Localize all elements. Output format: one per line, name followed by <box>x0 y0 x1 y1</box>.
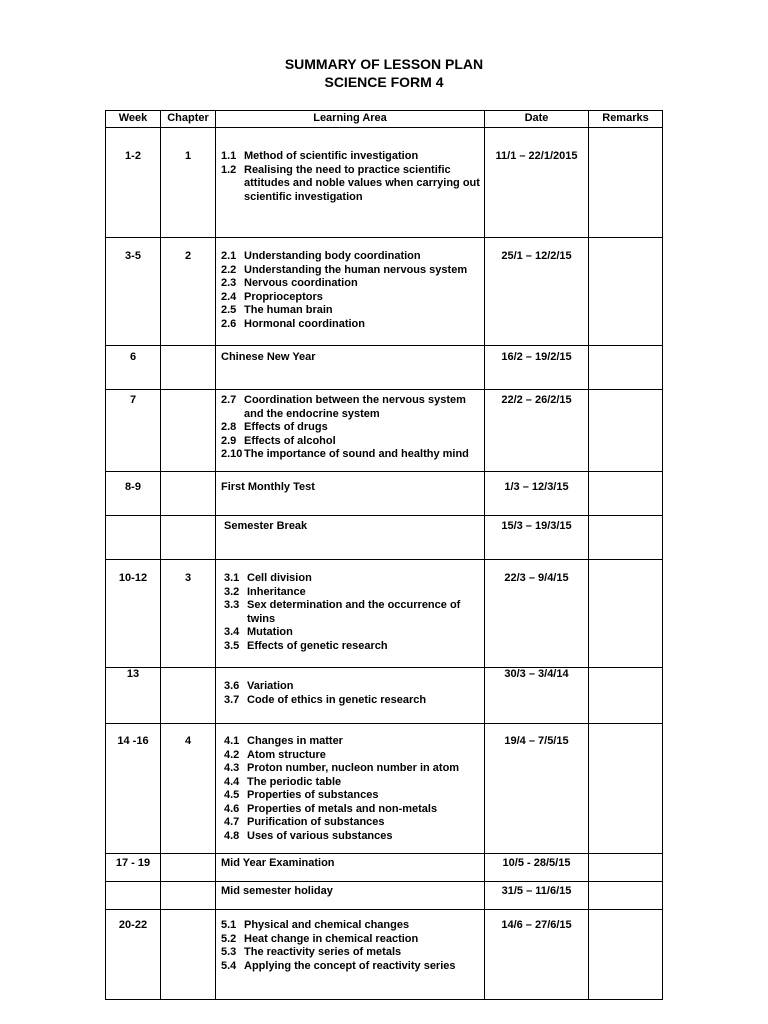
item-number: 5.2 <box>221 932 237 945</box>
item-text: Hormonal coordination <box>244 317 365 330</box>
learning-area-item <box>224 789 480 803</box>
item-number: 3.5 <box>224 639 240 652</box>
item-text: Realising the need to practice scientific attitudes and noble values when carrying out scientific investigation <box>244 163 480 203</box>
learning-area-item <box>224 830 480 844</box>
learning-area-text: Mid semester holiday <box>221 885 333 897</box>
learning-area-text: Mid Year Examination <box>221 857 335 869</box>
date-value: 1/3 – 12/3/15 <box>504 481 569 493</box>
remarks-cell <box>589 472 663 516</box>
item-number: 2.7 <box>221 394 237 406</box>
date-value: 25/1 – 12/2/15 <box>501 250 572 262</box>
item-text: Purification of substances <box>247 816 385 828</box>
table-row <box>106 724 663 854</box>
table-body <box>106 128 663 1000</box>
item-text: Uses of various substances <box>247 829 393 842</box>
date-cell <box>485 238 589 346</box>
learning-area-cell <box>216 724 485 854</box>
date-value: 15/3 – 19/3/15 <box>501 520 572 532</box>
learning-area-item <box>221 150 480 164</box>
item-text: Effects of alcohol <box>244 434 336 447</box>
learning-area-cell <box>216 560 485 668</box>
item-number: 2.9 <box>221 434 237 447</box>
item-text: Heat change in chemical reaction <box>244 932 419 945</box>
item-text: Cell division <box>247 572 312 584</box>
header-remarks: Remarks <box>589 111 663 128</box>
table-row <box>106 560 663 668</box>
table-row <box>106 472 663 516</box>
item-text: Effects of genetic research <box>247 639 388 652</box>
header-learning-area: Learning Area <box>216 111 485 128</box>
item-number: 4.8 <box>224 829 240 842</box>
learning-area-item <box>224 816 480 830</box>
learning-area-item <box>221 435 480 449</box>
date-value: 31/5 – 11/6/15 <box>501 885 572 897</box>
learning-area-item <box>221 264 480 278</box>
date-cell <box>485 346 589 390</box>
chapter-value: 3 <box>184 572 192 584</box>
week-cell <box>106 128 161 238</box>
remarks-cell <box>589 516 663 560</box>
table-row <box>106 346 663 390</box>
learning-area-item <box>221 250 480 264</box>
learning-area-cell <box>216 390 485 472</box>
date-cell <box>485 560 589 668</box>
week-value: 7 <box>129 394 137 406</box>
date-value: 22/2 – 26/2/15 <box>501 394 572 406</box>
week-cell <box>106 910 161 1000</box>
learning-area-item <box>224 803 480 817</box>
item-number: 2.10 <box>221 448 243 460</box>
learning-area-item <box>221 394 480 421</box>
chapter-cell <box>161 128 216 238</box>
item-number: 4.5 <box>224 789 240 801</box>
learning-area-item <box>221 448 480 462</box>
item-number: 2.2 <box>221 263 237 276</box>
lesson-plan-table <box>105 110 663 1000</box>
date-value: 14/6 – 27/6/15 <box>501 919 572 931</box>
learning-area-cell <box>216 668 485 724</box>
table-row <box>106 238 663 346</box>
item-number: 3.3 <box>224 599 240 611</box>
table-row <box>106 516 663 560</box>
item-number: 3.1 <box>224 572 240 584</box>
learning-area-item <box>221 960 480 974</box>
learning-area-item <box>221 277 480 291</box>
item-text: Applying the concept of reactivity series <box>244 959 456 972</box>
chapter-value: 4 <box>184 735 192 747</box>
item-text: The reactivity series of metals <box>244 946 402 958</box>
learning-area-item <box>221 919 480 933</box>
item-text: Code of ethics in genetic research <box>247 693 427 706</box>
learning-area-item <box>224 640 480 654</box>
learning-area-cell <box>216 854 485 882</box>
week-cell <box>106 882 161 910</box>
date-cell <box>485 882 589 910</box>
item-number: 1.2 <box>221 163 237 176</box>
chapter-cell <box>161 724 216 854</box>
week-cell <box>106 346 161 390</box>
item-text: The human brain <box>244 304 333 316</box>
learning-area-item <box>221 164 480 205</box>
table-row <box>106 668 663 724</box>
date-value: 10/5 - 28/5/15 <box>502 857 571 869</box>
week-value: 13 <box>126 668 140 680</box>
week-value: 3-5 <box>125 250 141 262</box>
item-text: Understanding the human nervous system <box>244 263 468 276</box>
item-number: 3.6 <box>224 680 240 692</box>
item-number: 4.4 <box>224 775 240 788</box>
item-number: 4.2 <box>224 748 240 761</box>
learning-area-item <box>224 694 480 708</box>
week-cell <box>106 854 161 882</box>
item-text: Proprioceptors <box>244 290 323 303</box>
remarks-cell <box>589 668 663 724</box>
learning-area-item <box>221 946 480 960</box>
item-text: Mutation <box>247 626 293 638</box>
learning-area-cell <box>216 882 485 910</box>
week-cell <box>106 560 161 668</box>
item-text: Properties of metals and non-metals <box>247 802 438 815</box>
item-text: Properties of substances <box>247 789 379 801</box>
item-number: 2.6 <box>221 317 237 330</box>
item-text: Method of scientific investigation <box>244 150 419 162</box>
chapter-cell <box>161 472 216 516</box>
item-text: Variation <box>247 680 294 692</box>
week-value: 20-22 <box>118 919 148 931</box>
learning-area-item <box>224 749 480 763</box>
date-cell <box>485 516 589 560</box>
table-header-row <box>106 111 663 128</box>
date-cell <box>485 390 589 472</box>
item-text: Inheritance <box>247 585 306 598</box>
date-value: 19/4 – 7/5/15 <box>504 735 569 747</box>
learning-area-item <box>221 318 480 332</box>
table-row <box>106 882 663 910</box>
chapter-value: 1 <box>184 150 192 162</box>
item-number: 5.4 <box>221 959 237 972</box>
item-text: Coordination between the nervous system and the endocrine system <box>244 394 466 420</box>
date-value: 11/1 – 22/1/2015 <box>495 150 578 162</box>
learning-area-text: Semester Break <box>224 520 308 532</box>
item-number: 2.3 <box>221 277 237 289</box>
date-value: 22/3 – 9/4/15 <box>504 572 569 584</box>
item-text: Physical and chemical changes <box>244 919 410 931</box>
header-week: Week <box>106 111 161 128</box>
remarks-cell <box>589 724 663 854</box>
remarks-cell <box>589 238 663 346</box>
item-number: 5.1 <box>221 919 237 931</box>
item-number: 2.4 <box>221 290 237 303</box>
table-row <box>106 390 663 472</box>
learning-area-item <box>221 304 480 318</box>
table-row <box>106 854 663 882</box>
item-text: Changes in matter <box>247 735 343 747</box>
item-number: 3.2 <box>224 585 240 598</box>
remarks-cell <box>589 910 663 1000</box>
item-number: 4.1 <box>224 735 240 747</box>
week-cell <box>106 724 161 854</box>
learning-area-cell <box>216 910 485 1000</box>
chapter-cell <box>161 238 216 346</box>
item-number: 3.7 <box>224 693 240 706</box>
remarks-cell <box>589 882 663 910</box>
date-cell <box>485 472 589 516</box>
week-value: 10-12 <box>118 572 148 584</box>
date-cell <box>485 910 589 1000</box>
item-text: Sex determination and the occurrence of twins <box>247 599 461 625</box>
item-text: Nervous coordination <box>244 277 358 289</box>
chapter-cell <box>161 854 216 882</box>
chapter-cell <box>161 560 216 668</box>
date-cell <box>485 668 589 724</box>
item-number: 5.3 <box>221 946 237 958</box>
item-number: 4.3 <box>224 762 240 774</box>
header-chapter: Chapter <box>161 111 216 128</box>
week-cell <box>106 390 161 472</box>
learning-area-item <box>224 776 480 790</box>
remarks-cell <box>589 560 663 668</box>
learning-area-cell <box>216 238 485 346</box>
chapter-value: 2 <box>184 250 192 262</box>
document-subtitle: SCIENCE FORM 4 <box>324 74 444 90</box>
item-number: 2.8 <box>221 421 237 433</box>
learning-area-item <box>224 735 480 749</box>
learning-area-item <box>224 572 480 586</box>
learning-area-item <box>224 762 480 776</box>
item-text: The periodic table <box>247 775 342 788</box>
week-cell <box>106 238 161 346</box>
learning-area-item <box>224 626 480 640</box>
date-cell <box>485 854 589 882</box>
learning-area-text: First Monthly Test <box>221 481 315 493</box>
learning-area-text: Chinese New Year <box>221 351 316 363</box>
date-value: 16/2 – 19/2/15 <box>501 351 572 363</box>
week-value: 6 <box>129 351 137 363</box>
chapter-cell <box>161 346 216 390</box>
learning-area-item <box>221 291 480 305</box>
item-text: Understanding body coordination <box>244 250 421 262</box>
learning-area-item <box>221 421 480 435</box>
week-cell <box>106 668 161 724</box>
week-value: 1-2 <box>125 150 141 162</box>
header-date: Date <box>485 111 589 128</box>
learning-area-cell <box>216 128 485 238</box>
learning-area-cell <box>216 516 485 560</box>
learning-area-item <box>221 933 480 947</box>
date-cell <box>485 724 589 854</box>
document-title: SUMMARY OF LESSON PLAN <box>284 56 484 72</box>
item-text: Effects of drugs <box>244 421 328 433</box>
table-row <box>106 128 663 238</box>
chapter-cell <box>161 910 216 1000</box>
remarks-cell <box>589 390 663 472</box>
item-text: The importance of sound and healthy mind <box>244 448 469 460</box>
remarks-cell <box>589 128 663 238</box>
chapter-cell <box>161 882 216 910</box>
item-number: 2.1 <box>221 250 237 262</box>
date-cell <box>485 128 589 238</box>
item-number: 2.5 <box>221 304 237 316</box>
learning-area-cell <box>216 472 485 516</box>
chapter-cell <box>161 668 216 724</box>
item-text: Atom structure <box>247 748 326 761</box>
table-row <box>106 910 663 1000</box>
item-number: 4.6 <box>224 802 240 815</box>
week-value: 14 -16 <box>117 735 149 747</box>
learning-area-cell <box>216 346 485 390</box>
chapter-cell <box>161 516 216 560</box>
item-number: 3.4 <box>224 626 240 638</box>
week-value: 17 - 19 <box>115 857 151 869</box>
remarks-cell <box>589 346 663 390</box>
item-number: 4.7 <box>224 816 240 828</box>
chapter-cell <box>161 390 216 472</box>
learning-area-item <box>224 680 480 694</box>
week-value: 8-9 <box>125 481 141 493</box>
week-cell <box>106 472 161 516</box>
item-number: 1.1 <box>221 150 237 162</box>
item-text: Proton number, nucleon number in atom <box>247 762 460 774</box>
remarks-cell <box>589 854 663 882</box>
date-value: 30/3 – 3/4/14 <box>504 668 569 680</box>
learning-area-item <box>224 586 480 600</box>
week-cell <box>106 516 161 560</box>
learning-area-item <box>224 599 480 626</box>
